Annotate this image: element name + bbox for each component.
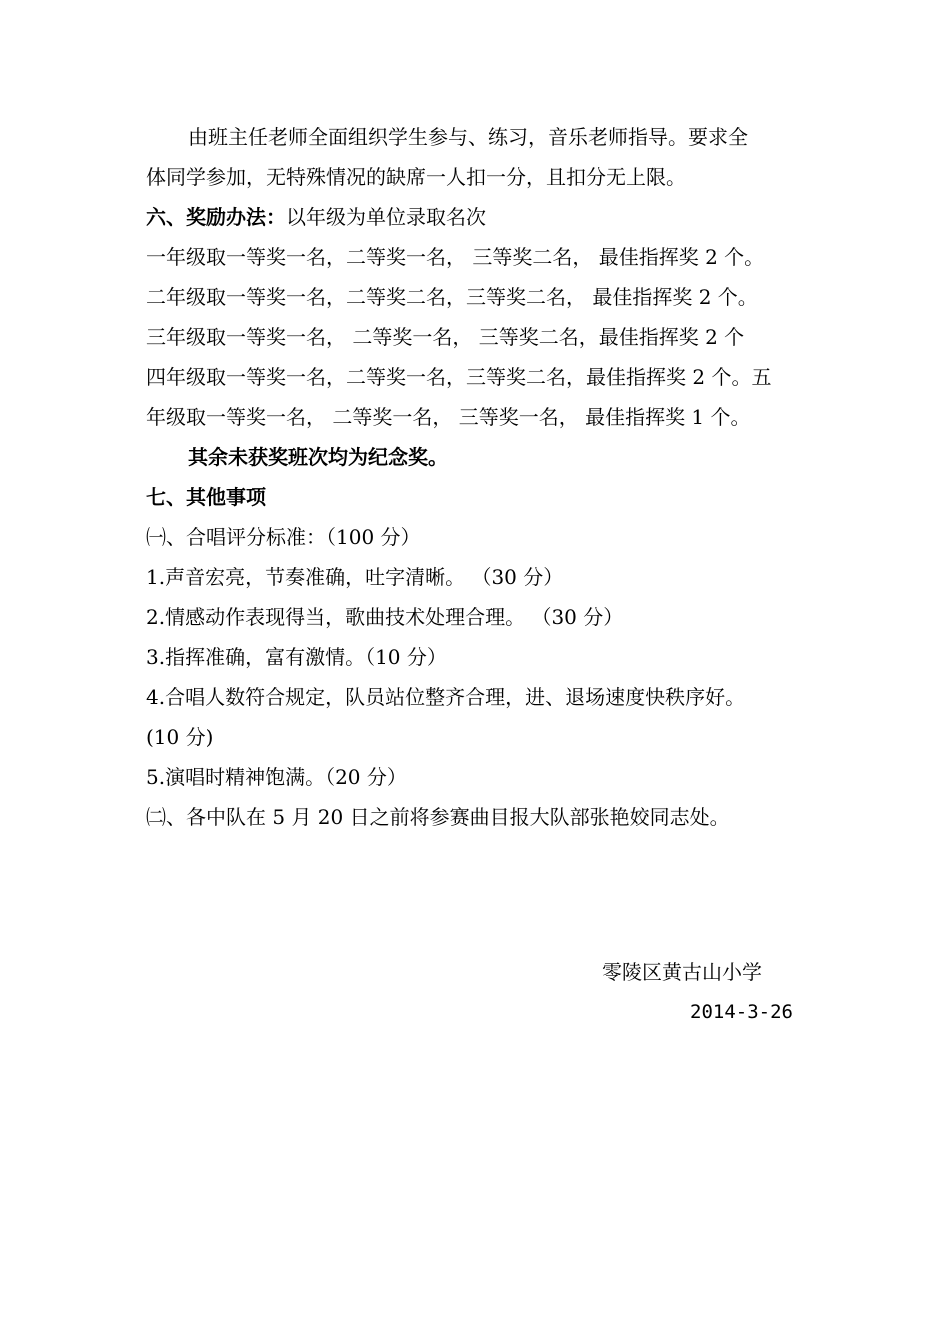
scoring-item-3: 3.指挥准确，富有激情。（10 分） [146, 645, 447, 669]
section6-heading-rest: 以年级为单位录取名次 [286, 205, 486, 229]
signature-date: 2014-3-26 [690, 1001, 793, 1023]
scoring-item-5: 5.演唱时精神饱满。（20 分） [146, 765, 407, 789]
consolation-note: 其余未获奖班次均为纪念奖。 [188, 445, 448, 469]
section7-heading: 七、其他事项 [146, 485, 266, 509]
section6-heading-row [146, 203, 486, 231]
section6-heading: 六、奖励办法： [146, 205, 286, 229]
award-line-grade5: 年级取一等奖一名， 二等奖一名， 三等奖一名， 最佳指挥奖 1 个。 [146, 405, 751, 429]
signature-school: 零陵区黄古山小学 [602, 960, 762, 984]
scoring-item-2: 2.情感动作表现得当，歌曲技术处理合理。 （30 分） [146, 605, 624, 629]
scoring-standard-title: ㈠、合唱评分标准：（100 分） [146, 525, 421, 549]
scoring-item-4: 4.合唱人数符合规定，队员站位整齐合理，进、退场速度快秩序好。 [146, 685, 746, 709]
award-line-grade2: 二年级取一等奖一名，二等奖二名，三等奖二名， 最佳指挥奖 2 个。 [146, 285, 758, 309]
scoring-item-1: 1.声音宏亮，节奏准确，吐字清晰。 （30 分） [146, 565, 564, 589]
submission-note: ㈡、各中队在 5 月 20 日之前将参赛曲目报大队部张艳姣同志处。 [146, 805, 730, 829]
intro-line-1: 由班主任老师全面组织学生参与、练习，音乐老师指导。要求全 [188, 125, 748, 149]
award-line-grade3: 三年级取一等奖一名， 二等奖一名， 三等奖二名，最佳指挥奖 2 个 [146, 325, 745, 349]
scoring-item-4-points: (10 分) [146, 725, 214, 749]
award-line-grade1: 一年级取一等奖一名，二等奖一名， 三等奖二名， 最佳指挥奖 2 个。 [146, 245, 765, 269]
award-line-grade4: 四年级取一等奖一名，二等奖一名，三等奖二名，最佳指挥奖 2 个。五 [146, 365, 772, 389]
intro-line-2: 体同学参加，无特殊情况的缺席一人扣一分，且扣分无上限。 [146, 165, 686, 189]
